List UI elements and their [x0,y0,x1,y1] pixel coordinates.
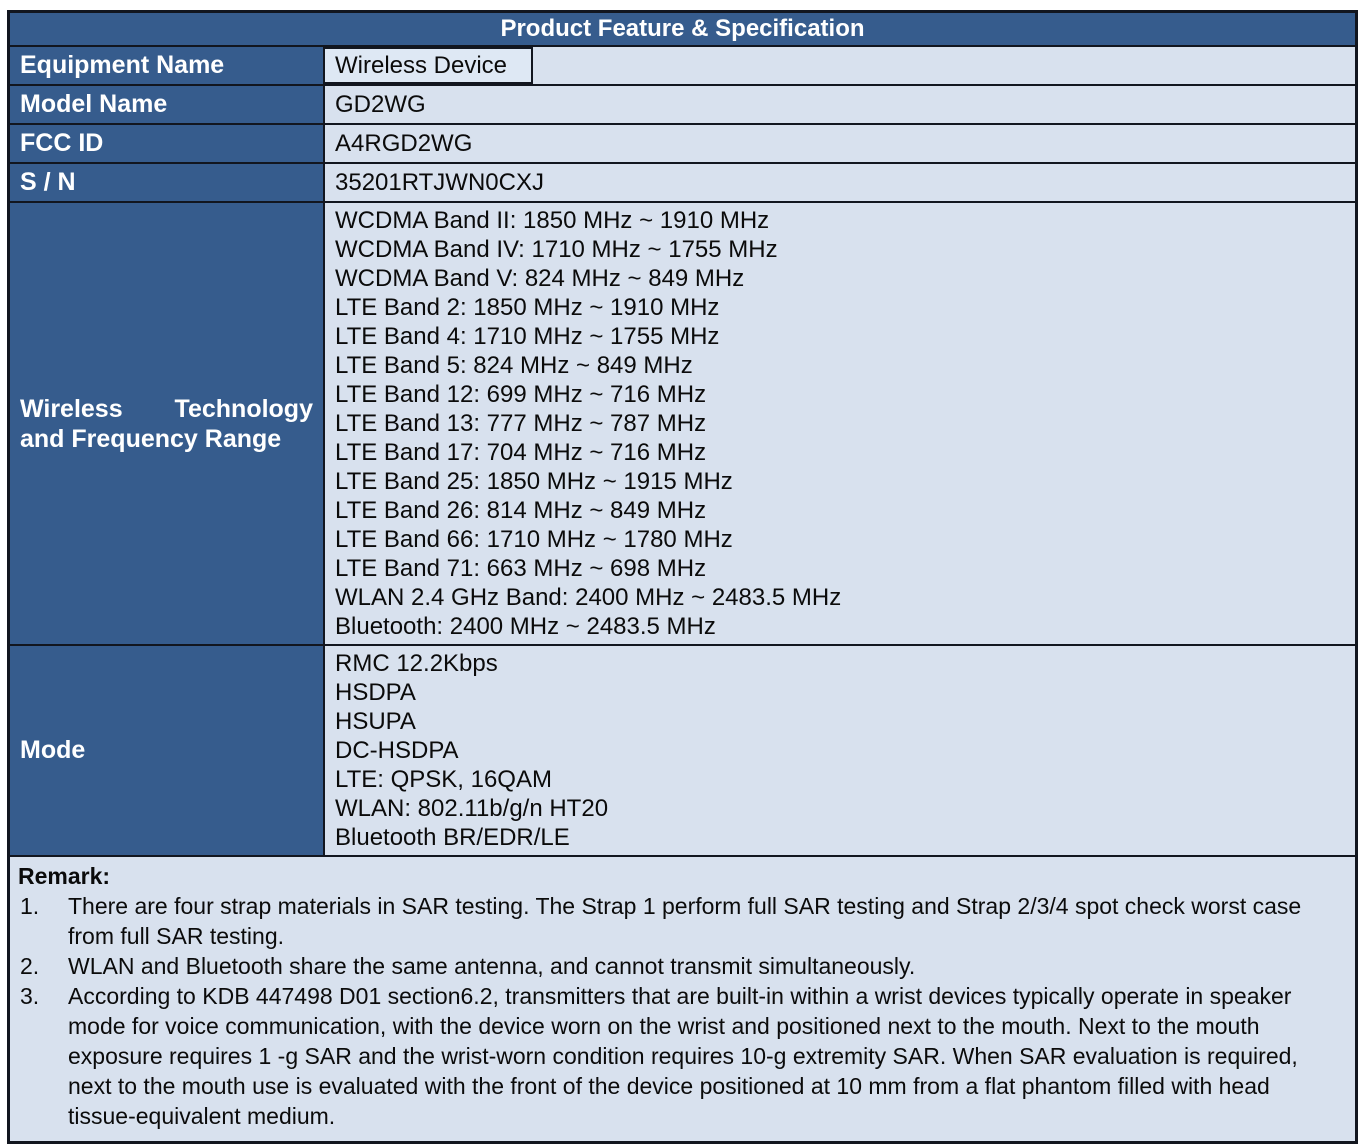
frequency-line: LTE Band 4: 1710 MHz ~ 1755 MHz [335,323,720,350]
remark-list [14,891,1345,1131]
remark-item-number: 3. [20,983,40,1009]
frequency-line: Bluetooth: 2400 MHz ~ 2483.5 MHz [335,613,716,640]
remark-item [14,981,1345,1131]
remark-item [14,891,1345,951]
frequency-line: WCDMA Band IV: 1710 MHz ~ 1755 MHz [335,236,778,263]
frequency-line: LTE Band 2: 1850 MHz ~ 1910 MHz [335,294,720,321]
table-title: Product Feature & Specification [10,13,1355,47]
remark-item-number: 1. [20,893,40,919]
mode-line: HSDPA [335,679,416,706]
mode-line: RMC 12.2Kbps [335,650,498,677]
fcc-id-row [10,125,1355,164]
remark-item [14,951,1345,981]
equipment-name-label: Equipment Name [10,47,325,84]
remark-item-text: WLAN and Bluetooth share the same antenna, and cannot transmit simultaneously. [68,953,916,979]
mode-line: DC-HSDPA [335,737,459,764]
frequency-line: LTE Band 71: 663 MHz ~ 698 MHz [335,555,707,582]
wireless-technology-label-cell [10,203,325,644]
frequency-line: LTE Band 66: 1710 MHz ~ 1780 MHz [335,526,733,553]
remark-section [10,857,1355,1141]
mode-line: HSUPA [335,708,416,735]
fcc-id-label: FCC ID [10,125,325,162]
frequency-line: WLAN 2.4 GHz Band: 2400 MHz ~ 2483.5 MHz [335,584,842,611]
mode-line: Bluetooth BR/EDR/LE [335,824,570,851]
remark-item-text: There are four strap materials in SAR testing. The Strap 1 perform full SAR testing and Strap 2/3/4 spot check worst case from full SAR testing. [68,893,1302,949]
frequency-line: LTE Band 26: 814 MHz ~ 849 MHz [335,497,707,524]
equipment-name-value-cell [325,47,1355,84]
mode-list [325,646,1355,855]
frequency-line: LTE Band 17: 704 MHz ~ 716 MHz [335,439,707,466]
wireless-technology-label: Wireless Technology and Frequency Range [20,394,313,453]
model-name-value: GD2WG [325,86,1355,123]
frequency-line: LTE Band 25: 1850 MHz ~ 1915 MHz [335,468,733,495]
remark-item-text: According to KDB 447498 D01 section6.2, transmitters that are built-in within a wrist devices typically operate in speaker mode for voice communication, with the device worn on the wrist and positioned next to the mouth. Next to the mouth exposure requires 1 -g SAR and the wrist-worn condition requires 10-g extremity SAR. When SAR evaluation is required, next to the mouth use is evaluated with the front of the device positioned at 10 mm from a flat phantom filled with head tissue-equivalent medium. [68,983,1298,1129]
frequency-line: WCDMA Band II: 1850 MHz ~ 1910 MHz [335,207,770,234]
wireless-technology-row [10,203,1355,646]
mode-line: WLAN: 802.11b/g/n HT20 [335,795,609,822]
product-spec-table [7,10,1358,1144]
model-name-label: Model Name [10,86,325,123]
frequency-line: WCDMA Band V: 824 MHz ~ 849 MHz [335,265,745,292]
serial-number-value: 35201RTJWN0CXJ [325,164,1355,201]
mode-row [10,646,1355,857]
mode-label: Mode [10,646,325,855]
frequency-line: LTE Band 13: 777 MHz ~ 787 MHz [335,410,707,437]
serial-number-label: S / N [10,164,325,201]
equipment-name-value: Wireless Device [335,51,508,79]
model-name-row [10,86,1355,125]
equipment-name-field [325,47,533,84]
frequency-line: LTE Band 5: 824 MHz ~ 849 MHz [335,352,693,379]
mode-line: LTE: QPSK, 16QAM [335,766,552,793]
frequency-line: LTE Band 12: 699 MHz ~ 716 MHz [335,381,707,408]
frequency-list [325,203,1355,644]
remark-title: Remark: [18,863,111,889]
fcc-id-value: A4RGD2WG [325,125,1355,162]
equipment-name-row [10,47,1355,86]
serial-number-row [10,164,1355,203]
remark-item-number: 2. [20,953,40,979]
